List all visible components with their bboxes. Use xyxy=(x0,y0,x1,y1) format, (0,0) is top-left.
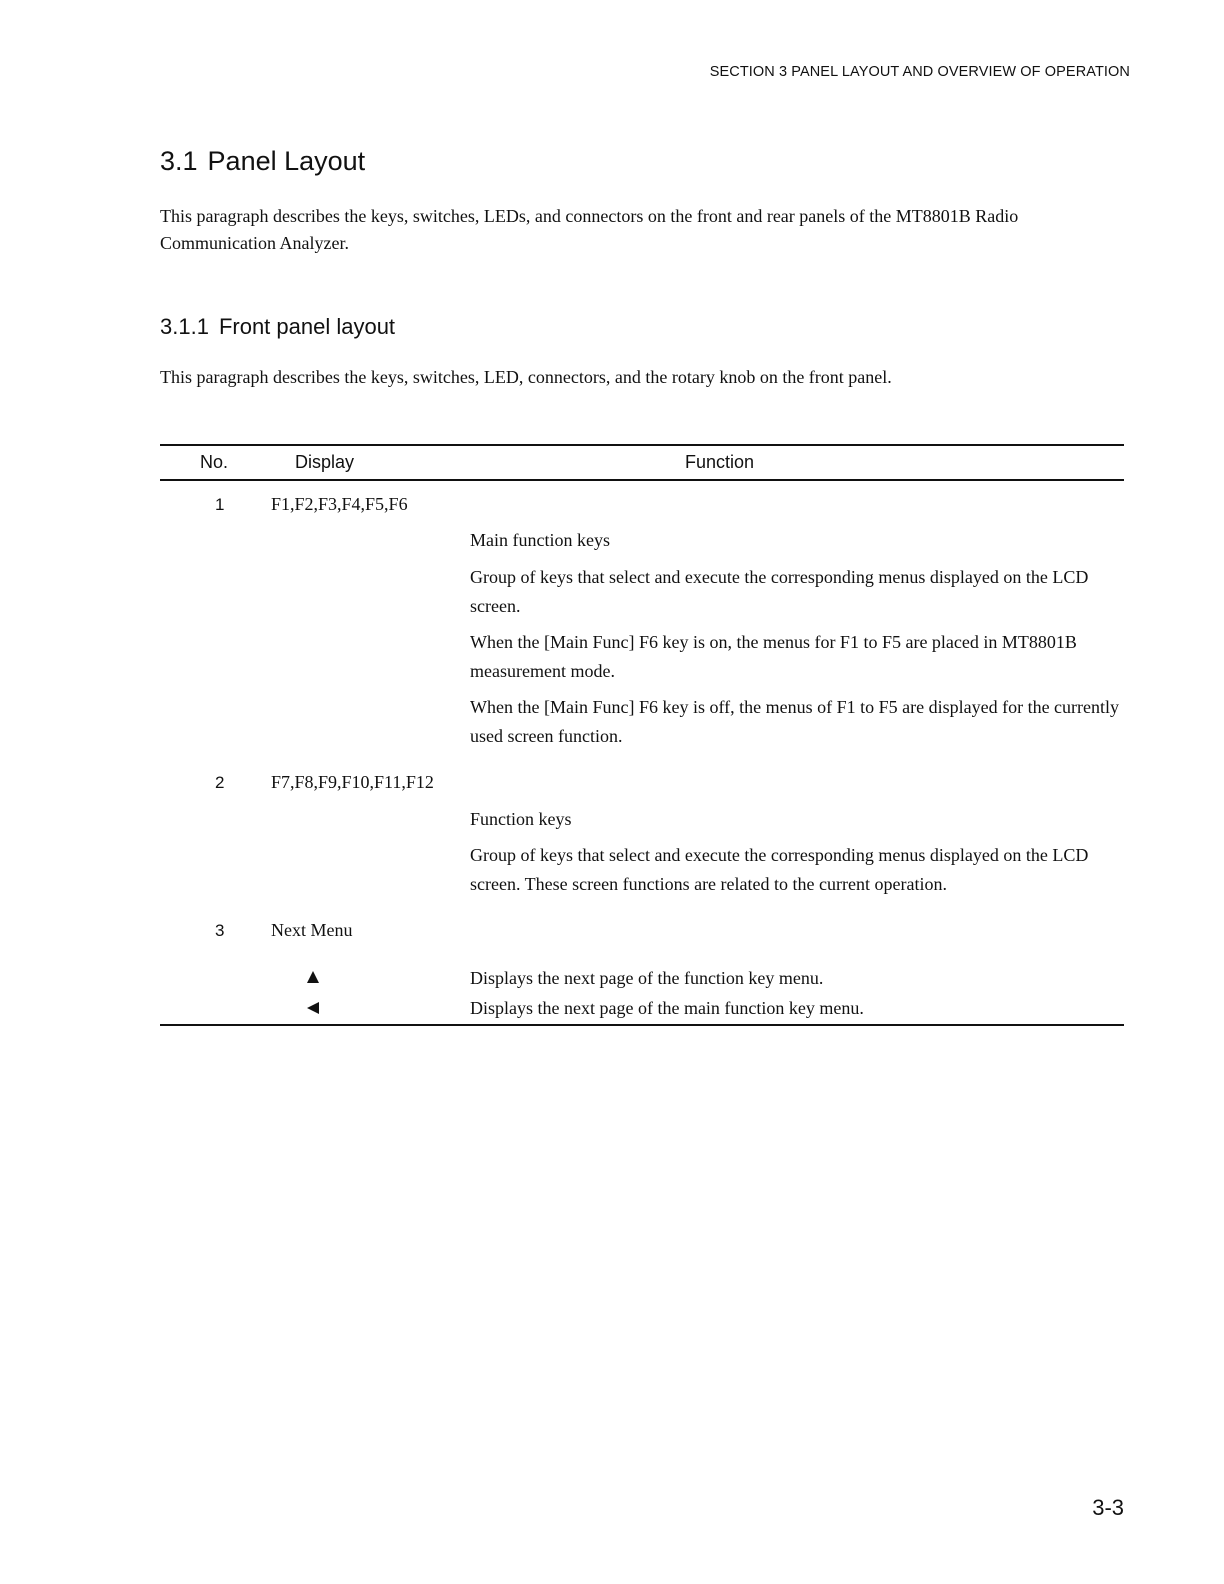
row-1-function xyxy=(470,526,1120,751)
subsection-title: Front panel layout xyxy=(218,314,396,339)
up-triangle-icon xyxy=(306,970,320,984)
row-1-function-line-4: When the [Main Func] F6 key is off, the menus of F1 to F5 are displayed for the currently used screen function. xyxy=(470,697,1120,746)
row-3-subitem-1-function: Displays the next page of the function key menu. xyxy=(470,968,824,988)
row-2-function-line-2: Group of keys that select and execute the corresponding menus displayed on the LCD screen. These screen functions are related to the current operation. xyxy=(470,845,1089,894)
row-2-function xyxy=(470,805,1120,899)
row-1-function-line-1: Main function keys xyxy=(470,530,610,550)
header-display: Display xyxy=(295,452,355,472)
subsection-number: 3.1.1 xyxy=(160,314,209,339)
row-3-no: 3 xyxy=(215,921,225,940)
row-2-display: F7,F8,F9,F10,F11,F12 xyxy=(271,772,434,792)
header-no: No. xyxy=(200,452,229,472)
row-3-display: Next Menu xyxy=(271,920,353,940)
row-2-no: 2 xyxy=(215,773,225,792)
row-1-no: 1 xyxy=(215,495,225,514)
table-header-rule xyxy=(160,479,1124,481)
section-number: 3.1 xyxy=(160,146,198,176)
page-number: 3-3 xyxy=(1092,1495,1124,1520)
header-function: Function xyxy=(685,452,755,472)
row-1-function-line-2: Group of keys that select and execute the corresponding menus displayed on the LCD screen. xyxy=(470,567,1089,616)
section-intro: This paragraph describes the keys, switches, LEDs, and connectors on the front and rear panels of the MT8801B Radio Communication Analyzer. xyxy=(160,206,1019,253)
row-1-display: F1,F2,F3,F4,F5,F6 xyxy=(271,494,408,514)
table-top-rule xyxy=(160,444,1124,446)
row-3-subitem-2-function: Displays the next page of the main function key menu. xyxy=(470,998,864,1018)
row-2-function-line-1: Function keys xyxy=(470,809,572,829)
subsection-heading xyxy=(160,314,395,340)
table-bottom-rule xyxy=(160,1024,1124,1026)
front-panel-table xyxy=(160,444,1124,1026)
subsection-intro: This paragraph describes the keys, switches, LED, connectors, and the rotary knob on the front panel. xyxy=(160,367,892,387)
left-triangle-icon xyxy=(306,1001,320,1015)
row-1-function-line-3: When the [Main Func] F6 key is on, the menus for F1 to F5 are placed in MT8801B measurement mode. xyxy=(470,632,1077,681)
running-header: SECTION 3 PANEL LAYOUT AND OVERVIEW OF OPERATION xyxy=(709,64,1130,80)
section-heading xyxy=(160,146,365,177)
section-title: Panel Layout xyxy=(207,146,366,176)
